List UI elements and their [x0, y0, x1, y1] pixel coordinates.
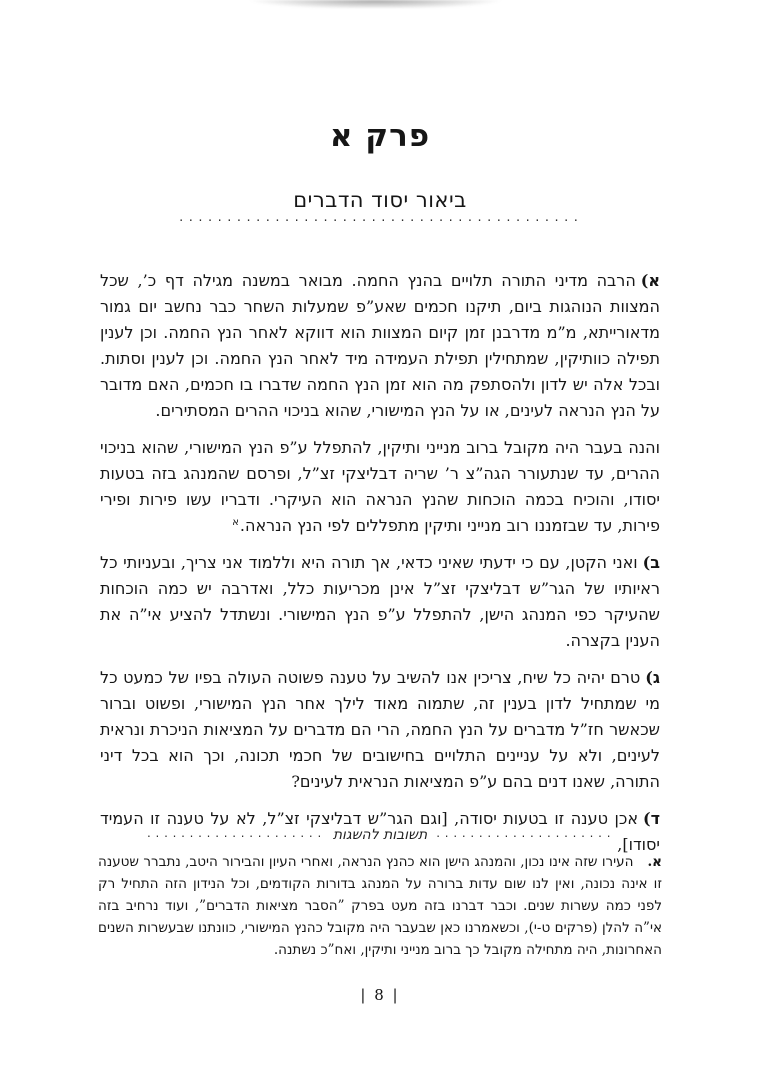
paragraph-text: טרם יהיה כל שיח, צריכין אנו להשיב על טענה פשוטה העולה בפיו של כמעט כל מי שמתחיל לדון בענין זה, שתמוה מאוד לילך אחר הנץ המישורי, ופשוט וברור שכאשר חז”ל מדברים על הנץ החמה, הרי הם מדברים על המציאות הניכרת ונראית לעינים, ולא על עניינים התלויים בחישובים של חכמי תכונה, וכך הוא בכל דיני התורה, שאנו דנים בהם ע”פ המציאות הנראית לעינים?	[100, 668, 660, 791]
section-letter: ג)	[645, 668, 660, 687]
subtitle-dotted-rule: ..........................................	[177, 211, 583, 224]
footnote-section-label: תשובות להשגות	[332, 827, 428, 843]
section-letter: ב)	[642, 553, 660, 572]
footnote-marker: א.	[647, 854, 662, 870]
footnote-text: העירו שזה אינו נכון, והמנהג הישן הוא כהנץ הנראה, ואחרי העיון והבירור היטב, נתברר שטענה זו אינה נכונה, ואין לנו שום עדות ברורה על המנהג בדורות הקודמים, וכל הנידון הזה התחיל רק לפני כמה עשרות שנים. וכבר דברנו בזה מעט בפרק ”הסבר מציאות הדברים”, ועוד נרחיב בזה אי”ה להלן (פרקים ט-י), וכשאמרנו כאן שבעבר היה מקובל כהנץ המישורי, כוונתנו שבעשרות השנים האחרונות, היה מתחילה מקובל כך ברוב מנייני ותיקין, ואח”כ נשתנה.	[98, 854, 662, 958]
paragraph-text: ואני הקטן, עם כי ידעתי שאיני כדאי, אך תורה היא וללמוד אני צריך, ובעניותי כל ראיותיו של הגר”ש דבליצקי זצ”ל אינן מכריעות כלל, ואדרבה יש כמה הוכחות שהעיקר כפי המנהג הישן, להתפלל ע”פ הנץ המישורי. ונשתדל להציע אי”ה את הענין בקצרה.	[100, 553, 661, 650]
paragraph-text: הרבה מדיני התורה תלויים בהנץ החמה. מבואר במשנה מגילה דף כ’, שכל המצוות הנוהגות ביום, תיקנו חכמים שאע”פ שמעלות השחר כבר נחשב יום גמור מדאורייתא, מ”מ מדרבנן זמן קיום המצוות הוא דווקא לאחר הנץ החמה. וכן לענין תפילה כוותיקין, שמתחילין תפילת העמידה מיד לאחר הנץ החמה. וכן לענין וסתות. ובכל אלה יש לדון ולהסתפק מה הוא זמן הנץ החמה שדברו בו חכמים, האם מדובר על הנץ הנראה לעינים, או על הנץ המישורי, שהוא בניכוי ההרים המסתירים.	[100, 271, 661, 420]
footnote-item	[98, 851, 662, 961]
chapter-subtitle: ביאור יסוד הדברים	[293, 188, 467, 212]
page-number: | 8 |	[360, 986, 400, 1004]
chapter-title: פרק א	[329, 118, 431, 154]
paragraph-continuation	[100, 435, 660, 539]
footnotes-block	[98, 851, 662, 961]
paragraph-text: והנה בעבר היה מקובל ברוב מנייני ותיקין, להתפלל ע”פ הנץ המישורי, שהוא בניכוי ההרים, עד שנתעורר הגה”צ ר’ שריה דבליצקי זצ”ל, ופרסם שהמנהג בזה בטעות יסודו, והוכיח בכמה הוכחות שהנץ הנראה הוא העיקרי. ודבריו עשו פירות ופירי פירות, עד שבזמננו רוב מנייני ותיקין מתפללים לפי הנץ הנראה.	[100, 438, 660, 535]
section-letter: ד)	[643, 809, 660, 828]
separator-dots-right: .....................	[435, 829, 615, 840]
paragraph-text: אכן טענה זו בטעות יסודה, [וגם הגר”ש דבליצקי זצ”ל, לא על טענה זו העמיד יסודו],	[100, 809, 660, 854]
paragraph-bet	[100, 550, 660, 654]
footnote-reference-mark: א	[232, 516, 239, 528]
section-letter: א)	[640, 271, 660, 290]
footnote-separator	[0, 827, 760, 843]
separator-dots-left: .....................	[145, 829, 325, 840]
paragraph-alef	[100, 268, 660, 424]
paragraph-gimel	[100, 665, 660, 795]
main-text-column	[100, 268, 660, 869]
scan-edge-artifact	[228, 0, 523, 8]
